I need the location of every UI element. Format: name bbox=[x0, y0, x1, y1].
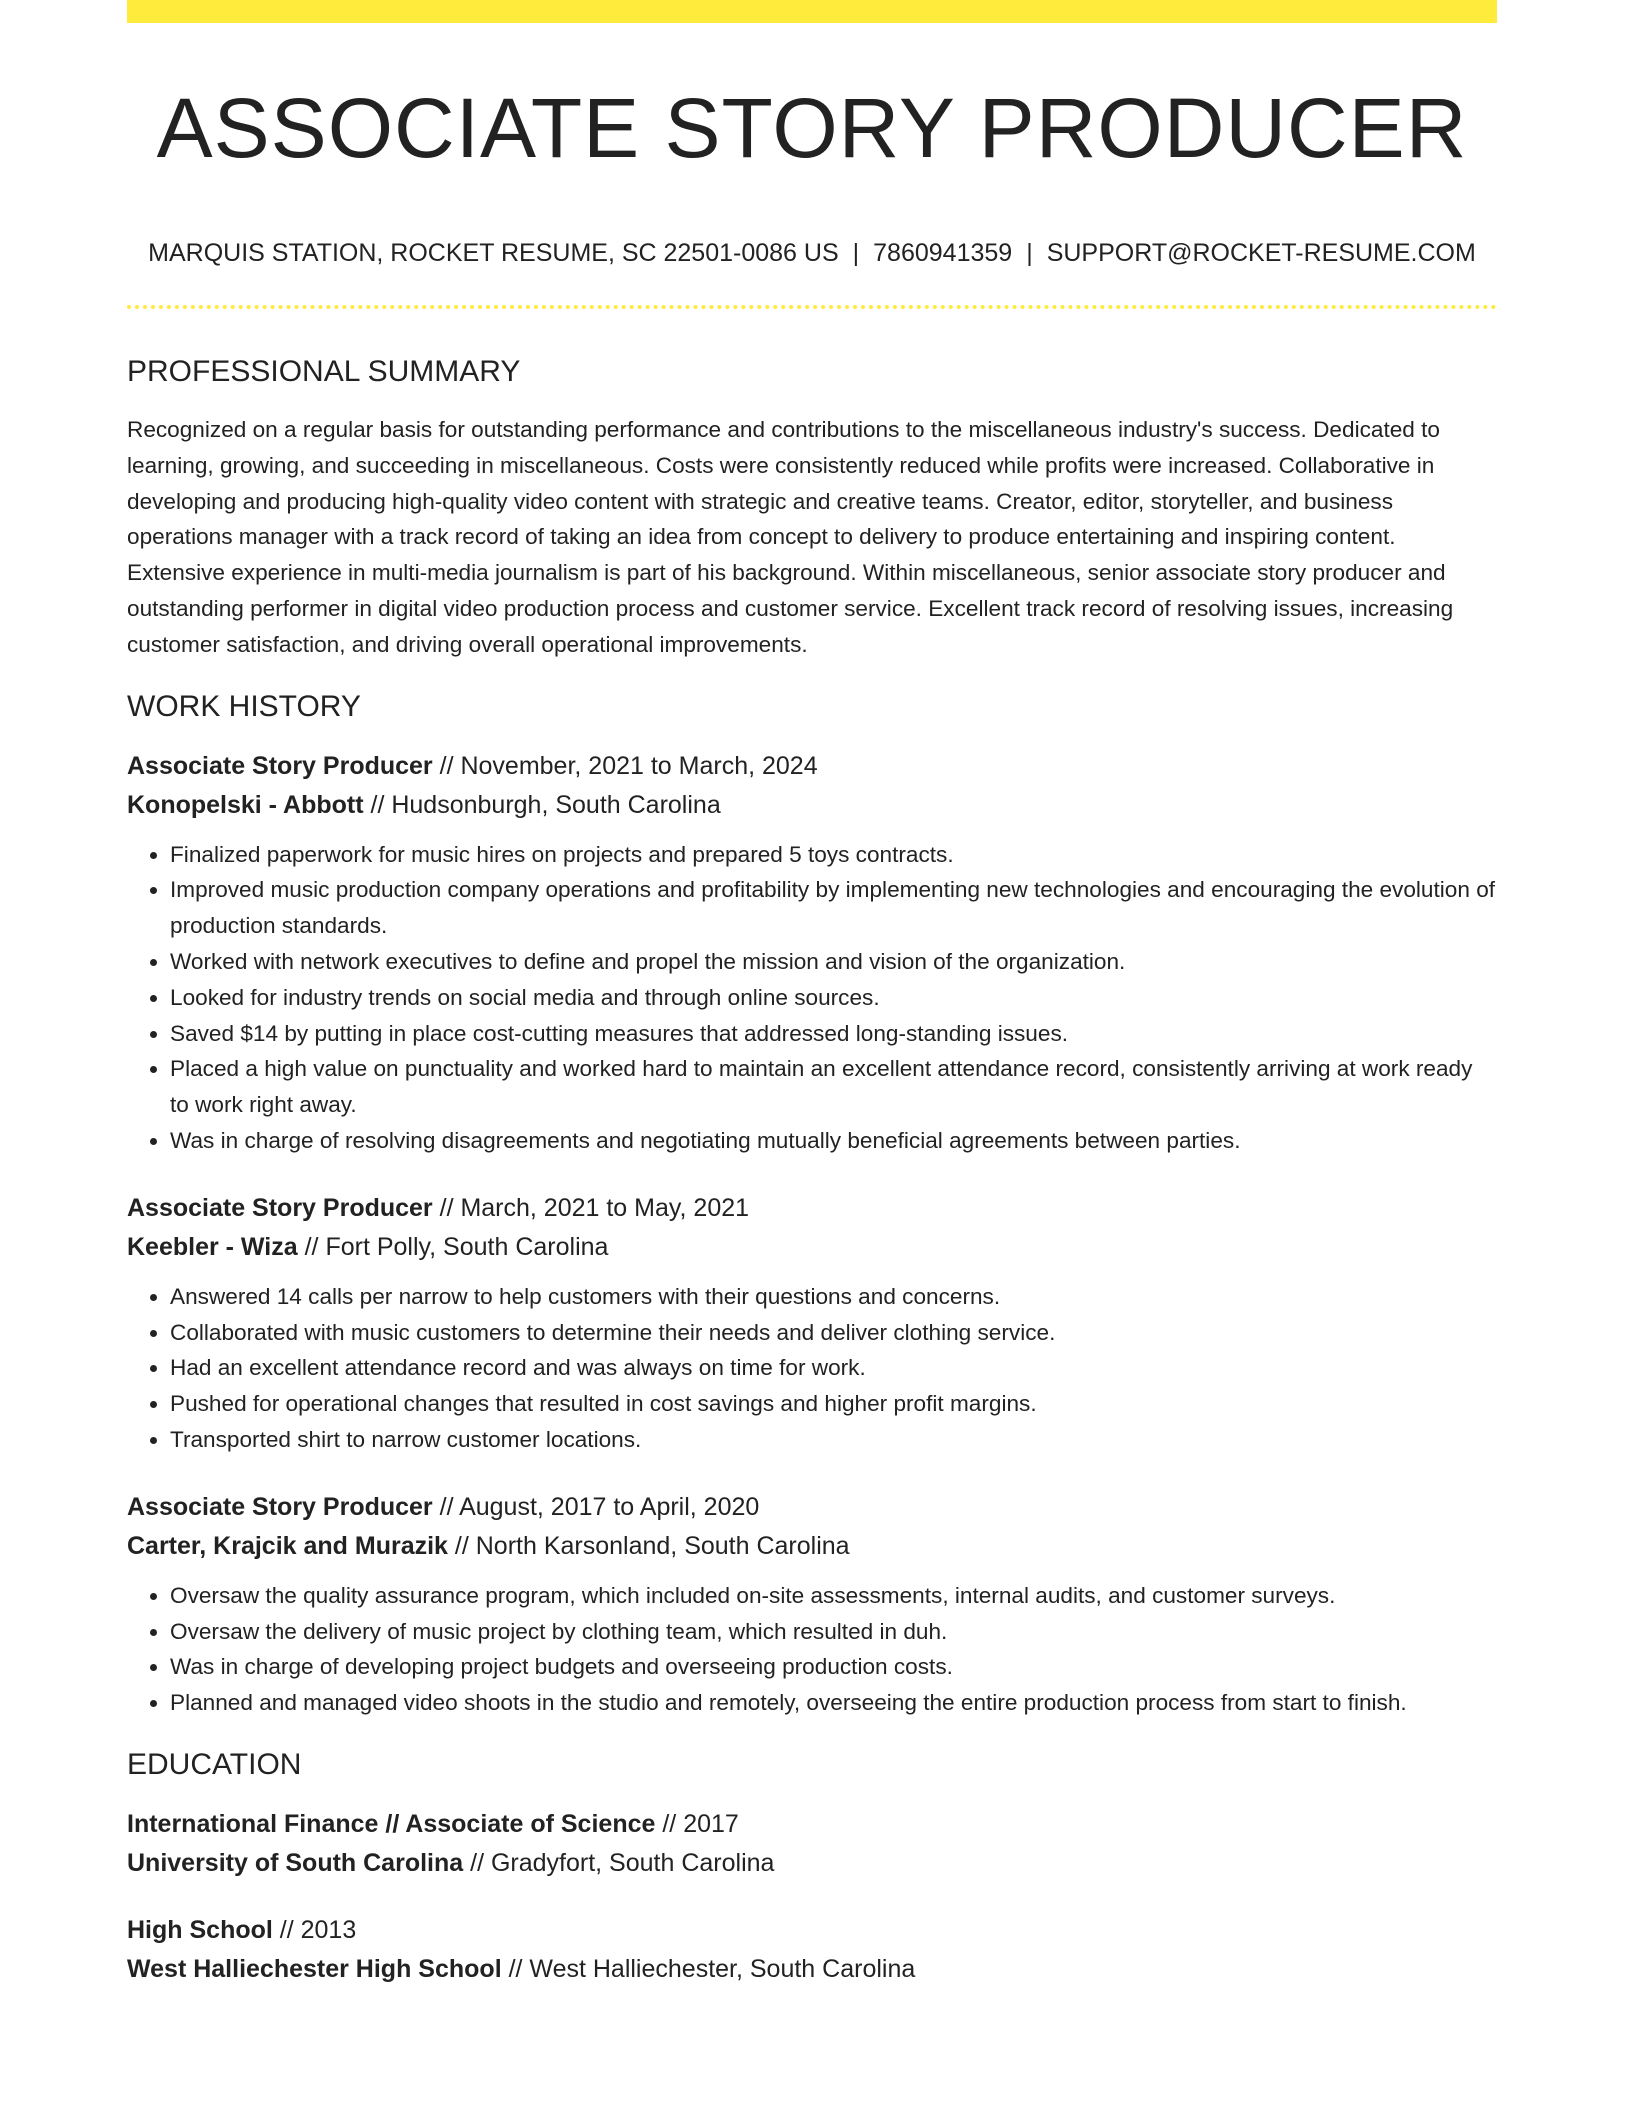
job-title-line bbox=[127, 1488, 1497, 1527]
job-bullet: • Transported shirt to narrow customer locations. bbox=[170, 1422, 1497, 1458]
job-company-line bbox=[127, 786, 1497, 825]
dotted-divider bbox=[127, 305, 1497, 309]
education-year: // 2013 bbox=[272, 1915, 357, 1944]
job-entry bbox=[127, 1189, 1497, 1458]
job-title: Associate Story Producer bbox=[127, 751, 433, 780]
job-bullets bbox=[127, 837, 1497, 1159]
job-dates: // March, 2021 to May, 2021 bbox=[432, 1193, 750, 1222]
education-year: // 2017 bbox=[655, 1809, 739, 1838]
job-bullet: • Looked for industry trends on social media and through online sources. bbox=[170, 980, 1497, 1016]
contact-phone: 7860941359 bbox=[873, 239, 1013, 267]
job-bullet: • Planned and managed video shoots in the studio and remotely, overseeing the entire production process from start to finish. bbox=[170, 1685, 1497, 1721]
accent-bar bbox=[127, 0, 1497, 23]
job-bullets bbox=[127, 1279, 1497, 1458]
education-location: // Gradyfort, South Carolina bbox=[463, 1848, 775, 1877]
job-location: // Fort Polly, South Carolina bbox=[297, 1232, 609, 1261]
job-entry bbox=[127, 747, 1497, 1159]
job-title: Associate Story Producer bbox=[127, 1492, 433, 1521]
job-bullets bbox=[127, 1578, 1497, 1721]
job-bullet: • Pushed for operational changes that resulted in cost savings and higher profit margins. bbox=[170, 1386, 1497, 1422]
job-company: Keebler - Wiza bbox=[127, 1232, 298, 1261]
education-entry bbox=[127, 1805, 1497, 1883]
contact-email: SUPPORT@ROCKET-RESUME.COM bbox=[1046, 239, 1476, 267]
job-company-line bbox=[127, 1228, 1497, 1267]
job-dates: // November, 2021 to March, 2024 bbox=[432, 751, 818, 780]
education-degree: High School bbox=[127, 1915, 273, 1944]
education-degree: International Finance // Associate of Science bbox=[127, 1809, 656, 1838]
job-title-line bbox=[127, 1189, 1497, 1228]
education-school: University of South Carolina bbox=[127, 1848, 464, 1877]
education-location: // West Halliechester, South Carolina bbox=[501, 1954, 916, 1983]
job-company-line bbox=[127, 1527, 1497, 1566]
job-bullet: • Collaborated with music customers to determine their needs and deliver clothing service. bbox=[170, 1315, 1497, 1351]
job-location: // Hudsonburgh, South Carolina bbox=[363, 790, 721, 819]
job-bullet: • Answered 14 calls per narrow to help customers with their questions and concerns. bbox=[170, 1279, 1497, 1315]
education-heading: EDUCATION bbox=[127, 1747, 302, 1781]
job-bullet: • Had an excellent attendance record and was always on time for work. bbox=[170, 1350, 1497, 1386]
job-company: Carter, Krajcik and Murazik bbox=[127, 1531, 448, 1560]
education-degree-line bbox=[127, 1911, 1497, 1950]
summary-heading: PROFESSIONAL SUMMARY bbox=[127, 355, 521, 388]
job-title: Associate Story Producer bbox=[127, 1193, 433, 1222]
job-bullet: • Improved music production company operations and profitability by implementing new technologies and encouraging the evolution of production standards. bbox=[170, 872, 1497, 944]
education-school-line bbox=[127, 1950, 1497, 1989]
job-bullet: • Oversaw the quality assurance program, which included on-site assessments, internal audits, and customer surveys. bbox=[170, 1578, 1497, 1614]
education-school: West Halliechester High School bbox=[127, 1954, 502, 1983]
summary-text: Recognized on a regular basis for outstanding performance and contributions to the miscellaneous industry's success. Dedicated to learning, growing, and succeeding in miscellaneous. Costs were consistently reduced while profits were increased. Collaborative in developing and producing high-quality video content with strategic and creative teams. Creator, editor, storyteller, and business operations manager with a track record of taking an idea from concept to delivery to produce entertaining and inspiring content. Extensive experience in multi-media journalism is part of his background. Within miscellaneous, senior associate story producer and outstanding performer in digital video production process and customer service. Excellent track record of resolving issues, increasing customer satisfaction, and driving overall operational improvements. bbox=[127, 417, 1454, 657]
job-bullet: • Placed a high value on punctuality and worked hard to maintain an excellent attendance record, consistently arriving at work ready to work right away. bbox=[170, 1051, 1497, 1123]
education-degree-line bbox=[127, 1805, 1497, 1844]
contact-separator: | bbox=[1026, 239, 1033, 267]
job-dates: // August, 2017 to April, 2020 bbox=[432, 1492, 760, 1521]
job-bullet: • Finalized paperwork for music hires on projects and prepared 5 toys contracts. bbox=[170, 837, 1497, 873]
work-history-heading: WORK HISTORY bbox=[127, 689, 361, 723]
job-bullet: • Was in charge of resolving disagreements and negotiating mutually beneficial agreements between parties. bbox=[170, 1123, 1497, 1159]
contact-separator: | bbox=[852, 239, 860, 267]
job-location: // North Karsonland, South Carolina bbox=[447, 1531, 850, 1560]
contact-address: MARQUIS STATION, ROCKET RESUME, SC 22501-0086 US bbox=[148, 239, 839, 267]
resume-content bbox=[127, 352, 1497, 1989]
job-company: Konopelski - Abbott bbox=[127, 790, 364, 819]
job-title-line bbox=[127, 747, 1497, 786]
job-bullet: • Saved $14 by putting in place cost-cutting measures that addressed long-standing issues. bbox=[170, 1016, 1497, 1052]
job-entry bbox=[127, 1488, 1497, 1721]
job-bullet: • Was in charge of developing project budgets and overseeing production costs. bbox=[170, 1649, 1497, 1685]
job-bullet: • Worked with network executives to define and propel the mission and vision of the organization. bbox=[170, 944, 1497, 980]
contact-line bbox=[127, 236, 1497, 270]
job-bullet: • Oversaw the delivery of music project by clothing team, which resulted in duh. bbox=[170, 1614, 1497, 1650]
education-entry bbox=[127, 1911, 1497, 1989]
resume-title: ASSOCIATE STORY PRODUCER bbox=[156, 81, 1468, 175]
education-school-line bbox=[127, 1844, 1497, 1883]
